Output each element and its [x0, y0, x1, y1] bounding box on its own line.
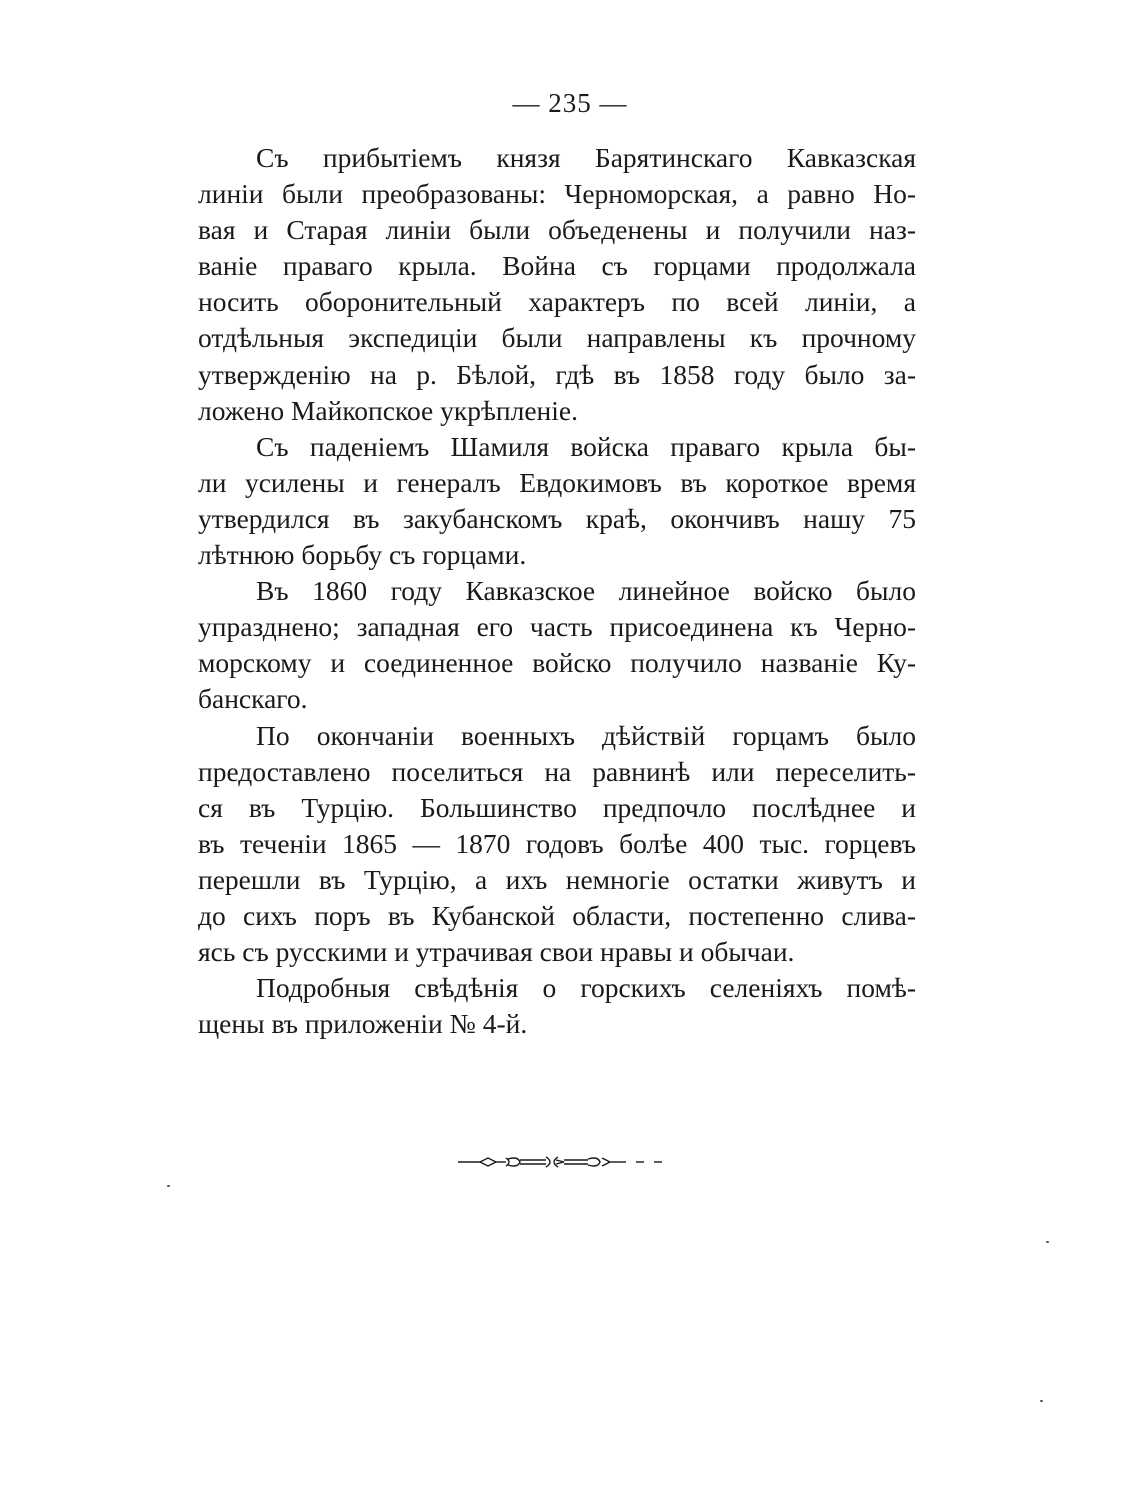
text-line: отдѣльныя экспедиціи были направлены къ прочному: [198, 322, 916, 354]
text-line: лѣтнюю борьбу съ горцами.: [198, 539, 527, 571]
text-line: Въ 1860 году Кавказское линейное войско было: [256, 575, 916, 607]
ornamental-divider-icon: [458, 1152, 664, 1172]
text-line: Съ паденіемъ Шамиля войска праваго крыла бы-: [256, 430, 916, 462]
text-line: Съ прибытіемъ князя Барятинскаго Кавказская: [256, 142, 916, 173]
text-line: ложено Майкопское укрѣпленіе.: [198, 394, 578, 426]
text-line: предоставлено поселиться на равнинѣ или переселить-: [198, 755, 916, 787]
text-line: упразднено; западная его часть присоединена къ Черно-: [198, 611, 916, 643]
text-line: линіи были преобразованы: Черноморская, а равно Но-: [198, 178, 916, 210]
text-line: перешли въ Турцію, а ихъ немногіе остатки живутъ и: [198, 863, 916, 895]
text-line: утвердился въ закубанскомъ краѣ, окончивъ нашу 75: [198, 502, 916, 534]
text-line: ясь съ русскими и утрачивая свои нравы и обычаи.: [198, 936, 795, 968]
page-number: — 235 —: [512, 88, 628, 118]
scan-speck: [167, 1185, 170, 1187]
text-line: банскаго.: [198, 683, 308, 715]
scan-speck: [1046, 1241, 1049, 1243]
text-line: въ теченіи 1865 — 1870 годовъ болѣе 400 тыс. горцевъ: [198, 827, 916, 859]
text-line: ли усилены и генералъ Евдокимовъ въ короткое время: [198, 466, 916, 498]
text-line: ся въ Турцію. Большинство предпочло послѣднее и: [198, 791, 916, 823]
body-text: [198, 140, 916, 1042]
text-line: Подробныя свѣдѣнія о горскихъ селеніяхъ помѣ-: [256, 972, 916, 1004]
text-line: носить оборонительный характеръ по всей линіи, а: [198, 286, 916, 318]
text-line: ваніе праваго крыла. Война съ горцами продолжала: [198, 250, 916, 282]
text-line: до сихъ поръ въ Кубанской области, постепенно слива-: [198, 899, 916, 931]
text-line: утвержденію на р. Бѣлой, гдѣ въ 1858 году было за-: [198, 358, 916, 390]
text-line: щены въ приложеніи № 4-й.: [198, 1008, 528, 1040]
text-line: По окончаніи военныхъ дѣйствій горцамъ было: [256, 719, 916, 751]
text-line: морскому и соединенное войско получило названіе Ку-: [198, 647, 916, 679]
scan-speck: [1040, 1400, 1043, 1402]
text-line: вая и Старая линіи были объедeнены и получили наз-: [198, 214, 916, 246]
